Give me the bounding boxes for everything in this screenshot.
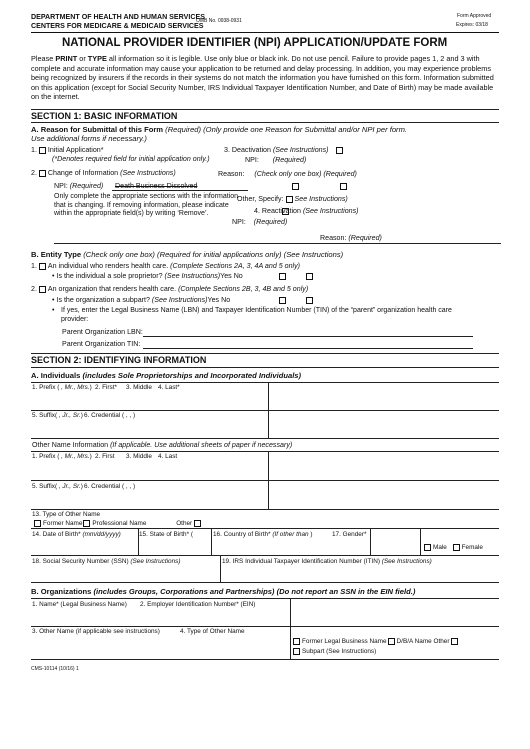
prefix-label: 1. Prefix ( , Mr., Mrs.) [32, 384, 92, 391]
change-reason: Reason: (Check only one box) (Required) [218, 170, 357, 178]
s2b-rule-3 [31, 659, 499, 660]
org-name-label: 1. Name* (Legal Business Name) [32, 601, 127, 608]
ssn-label: 18. Social Security Number (SSN) (See Instructions) [32, 558, 181, 565]
other-prefix-label: 1. Prefix ( , Mr., Mrs.) [32, 453, 92, 460]
change-npi-line [112, 190, 248, 191]
middle-label: 3. Middle [126, 384, 152, 391]
s2a-rule-8 [31, 555, 499, 556]
dept-line-1: DEPARTMENT OF HEALTH AND HUMAN SERVICES [31, 13, 205, 21]
org-other-name-options: Former Legal Business Name D/B/A Name Other [293, 638, 460, 645]
deactivation-box[interactable] [336, 146, 345, 154]
male-checkbox[interactable] [424, 544, 431, 551]
ein-label: 2. Employer Identification Number* (EIN) [140, 601, 256, 608]
section2-top-rule [31, 353, 499, 354]
dob-label: 14. Date of Birth* (mm/dd/yyyy) [32, 531, 121, 538]
section2b-heading: B. Organizations (includes Groups, Corporations and Partnerships) (Do not report an SSN in the EIN field.) [31, 587, 416, 596]
s2a-rule-7 [31, 528, 499, 529]
state-of-birth-label: 15. State of Birth* ( [139, 531, 193, 538]
death-option: Death Business Dissolved [115, 182, 198, 190]
section1a-bottom-rule [54, 243, 501, 244]
parent-instructions: If yes, enter the Legal Business Name (LBN) and Taxpayer Identification Number (TIN) of the “parent” organization health care provider: [61, 307, 452, 323]
s2a-rule-6 [31, 509, 499, 510]
other-credential-label: 6. Credential ( , , ) [84, 483, 136, 490]
initial-note: (*Denotes required field for initial application only.) [52, 155, 210, 163]
former-lbn-checkbox[interactable] [293, 638, 300, 645]
subpart-option: Subpart (See Instructions) [293, 648, 376, 655]
female-checkbox[interactable] [453, 544, 460, 551]
change-checkbox[interactable] [39, 170, 46, 177]
other-suffix-label: 5. Suffix( , Jr., Sr.) [32, 483, 83, 490]
other-specify: Other, Specify: See Instructions) [237, 195, 348, 203]
only-complete-note: Only complete the appropriate sections with the information that is changing. If removing information, please indicate within the appropriate field(s) by writing ‘Remove’. [54, 193, 239, 218]
section2-heading: SECTION 2: IDENTIFYING INFORMATION [31, 355, 207, 365]
reason-deactivation: 3. Deactivation (See Instructions) [224, 146, 329, 154]
section2a-heading: A. Individuals (includes Sole Proprietorships and Incorporated Individuals) [31, 371, 302, 380]
expires: Expires: 03/18 [456, 22, 488, 28]
business-dissolved-box[interactable] [340, 182, 349, 190]
s2a-rule-9 [31, 582, 499, 583]
reason-reactivation: 4. Reactivation (See Instructions) [254, 207, 359, 215]
subpart-checkbox[interactable] [293, 648, 300, 655]
other-name-type-checkbox[interactable] [194, 520, 201, 527]
other-first-label: 2. First [95, 453, 115, 460]
other-middle-label: 3. Middle [126, 453, 152, 460]
section1a-heading: A. Reason for Submittal of this Form (Required) (Only provide one Reason for Submittal and/or NPI per form. [31, 125, 408, 134]
subpart-no-box[interactable] [306, 296, 315, 304]
sole-proprietor-yes-box[interactable] [279, 272, 288, 280]
first-label: 2. First* [95, 384, 118, 391]
credential-label: 6. Credential ( , , ) [84, 412, 136, 419]
page-title: NATIONAL PROVIDER IDENTIFIER (NPI) APPLICATION/UPDATE FORM [62, 37, 448, 49]
entity-organization: 2. An organization that renders health care. (Complete Sections 2B, 3, 4B and 5 only) [31, 285, 309, 293]
section2-rule [31, 367, 499, 368]
section1a-note: Use additional forms if necessary.) [31, 134, 147, 143]
s2b-rule-1 [31, 598, 499, 599]
parent-lbn-label: Parent Organization LBN: [62, 328, 143, 336]
death-box[interactable] [292, 182, 301, 190]
section1-bottom-rule [31, 122, 499, 123]
s2a-rule-5 [31, 480, 499, 481]
sole-proprietor-question: • Is the individual a sole proprietor? (See Instructions)Yes No [52, 272, 243, 280]
ssn-vline [220, 555, 221, 582]
subpart-yes-box[interactable] [279, 296, 288, 304]
gender-options: Male Female [424, 544, 483, 551]
entity-type-heading: B. Entity Type (Check only one box) (Required for initial applications only) (See Instructions) [31, 250, 344, 259]
reactivation-reason: Reason: (Required) [320, 234, 382, 242]
reason-initial: 1. Initial Application* [31, 146, 104, 154]
reactivation-npi: NPI: (Required) [232, 218, 288, 226]
s2b-vline-2 [290, 626, 291, 659]
parent-tin-label: Parent Organization TIN: [62, 340, 141, 348]
type-other-name-label: 13. Type of Other Name [32, 511, 101, 518]
sole-proprietor-no-box[interactable] [306, 272, 315, 280]
org-other-name-label: 3. Other Name (if applicable see instructions) [32, 628, 160, 635]
reactivation-box[interactable] [282, 207, 291, 215]
s2a-rule-1 [31, 382, 499, 383]
org-other-checkbox[interactable] [451, 638, 458, 645]
section1-heading: SECTION 1: BASIC INFORMATION [31, 111, 178, 121]
individual-checkbox[interactable] [39, 263, 46, 270]
s2a-rule-3 [31, 438, 499, 439]
parent-lbn-line[interactable] [143, 336, 473, 337]
intro-paragraph: Please PRINT or TYPE all information so it is legible. Use only blue or black ink. Do not use pencil. Failure to provide pages 1, 2 and 3 with complete and accurate information may cause your application to be returned and delay processing. In addition, you may experience problems being recognized by insurers if the records in their systems do not match the information you have furnished on this form. Information submitted on this application (except for Social Security Number, IRS Individual Taxpayer Identification Number, and Date of Birth) may be made available on the internet. [31, 54, 494, 102]
entity-individual: 1. An individual who renders health care. (Complete Sections 2A, 3, 4A and 5 only) [31, 262, 301, 270]
other-last-label: 4. Last [158, 453, 178, 460]
reason-change: 2. Change of Information (See Instructions) [31, 169, 176, 177]
former-name-checkbox[interactable] [34, 520, 41, 527]
s2a-rule-4 [31, 451, 499, 452]
section1-top-rule [31, 109, 499, 110]
s2b-rule-2 [31, 626, 499, 627]
gender-vline [420, 528, 421, 555]
country-vline [370, 528, 371, 555]
professional-name-checkbox[interactable] [83, 520, 90, 527]
org-other-name-type-label: 4. Type of Other Name [180, 628, 245, 635]
gender-label: 17. Gender* [332, 531, 367, 538]
last-label: 4. Last* [158, 384, 180, 391]
initial-application-checkbox[interactable] [39, 147, 46, 154]
header-rule [31, 32, 499, 33]
s2b-vline-1 [290, 598, 291, 626]
other-name-heading: Other Name Information (If applicable. Use additional sheets of paper if necessary) [32, 441, 293, 449]
s2a-rule-2 [31, 410, 499, 411]
deactivation-npi: NPI: (Required) [245, 156, 307, 164]
state-vline [211, 528, 212, 555]
omb-number: OMB No. 0938-0931 [196, 18, 242, 24]
subpart-question: • Is the organization a subpart? (See Instructions)Yes No [52, 296, 231, 304]
parent-bullet: • [52, 306, 55, 314]
itin-label: 19. IRS Individual Taxpayer Identification Number (ITIN) (See Instructions) [222, 558, 432, 565]
form-approved: Form Approved [457, 13, 492, 19]
country-of-birth-label: 16. Country of Birth* (If other than ) [213, 531, 313, 538]
parent-tin-line[interactable] [143, 348, 473, 349]
organization-checkbox[interactable] [39, 286, 46, 293]
type-other-name-options: Former Name Professional Name Other [34, 520, 203, 527]
change-npi: NPI: (Required) [54, 182, 104, 190]
suffix-label: 5. Suffix( , Jr., Sr.) [32, 412, 83, 419]
dept-line-2: CENTERS FOR MEDICARE & MEDICAID SERVICES [31, 22, 204, 30]
dba-checkbox[interactable] [388, 638, 395, 645]
form-number: CMS-10114 (10/16) 1 [31, 666, 79, 672]
